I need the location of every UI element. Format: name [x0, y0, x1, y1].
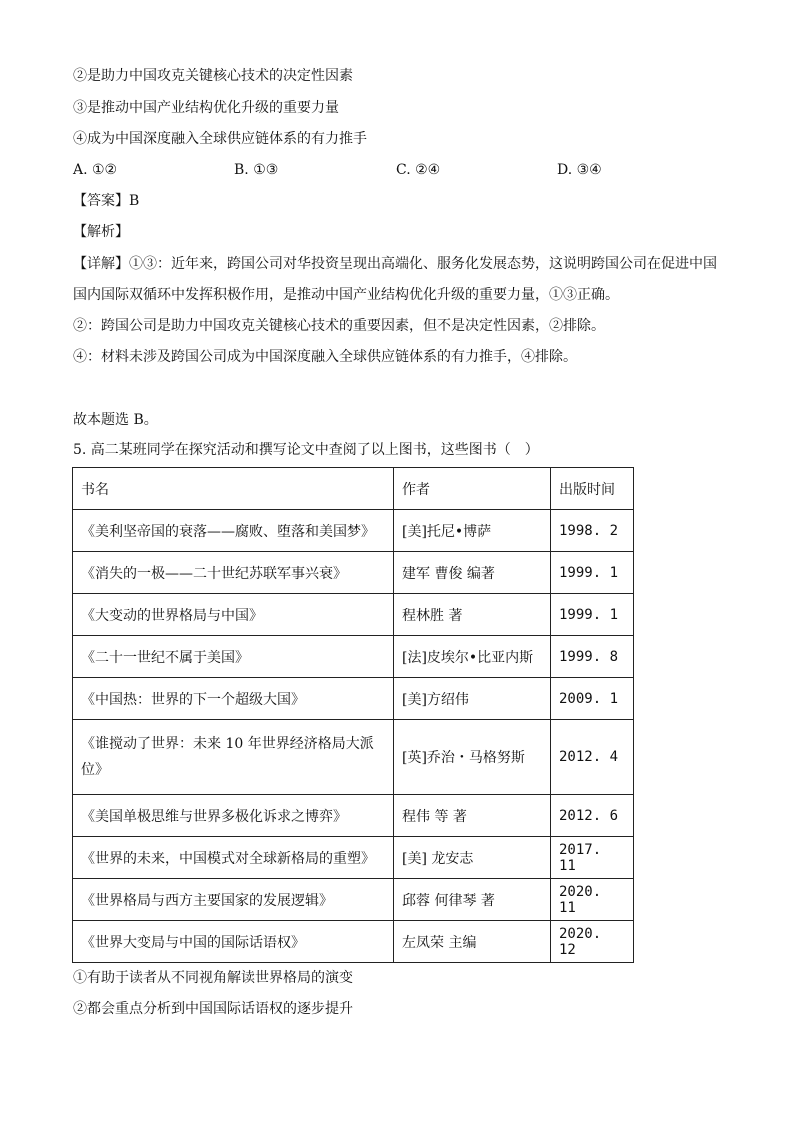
option-b: B. ①③	[234, 162, 279, 178]
choice-1: ①有助于读者从不同视角解读世界格局的演变	[73, 970, 353, 986]
book-title: 《二十一世纪不属于美国》	[73, 636, 394, 678]
book-date: 1999. 1	[551, 594, 634, 636]
question-5-stem: 5. 高二某班同学在探究活动和撰写论文中查阅了以上图书，这些图书（ ）	[73, 442, 539, 458]
book-author: 建军 曹俊 编著	[394, 552, 551, 594]
table-header-row	[73, 468, 634, 510]
table-row	[73, 510, 634, 552]
table-row	[73, 795, 634, 837]
book-title-line-2: 位》	[81, 762, 109, 778]
table-row	[73, 837, 634, 879]
book-author: [美]方绍伟	[394, 678, 551, 720]
statement-4: ④成为中国深度融入全球供应链体系的有力推手	[73, 131, 367, 147]
book-author: 程林胜 著	[394, 594, 551, 636]
book-title: 《中国热：世界的下一个超级大国》	[73, 678, 394, 720]
table-row	[73, 879, 634, 921]
header-date: 出版时间	[551, 468, 634, 510]
conclusion: 故本题选 B。	[73, 412, 158, 428]
option-d: D. ③④	[557, 162, 602, 178]
detail-paragraph-2: ②：跨国公司是助力中国攻克关键核心技术的重要因素，但不是决定性因素，②排除。	[73, 318, 605, 334]
header-title: 书名	[73, 468, 394, 510]
book-date: 1999. 8	[551, 636, 634, 678]
book-title: 《世界大变局与中国的国际话语权》	[73, 921, 394, 963]
table-row	[73, 552, 634, 594]
book-title: 《大变动的世界格局与中国》	[73, 594, 394, 636]
book-title: 《美国单极思维与世界多极化诉求之博弈》	[73, 795, 394, 837]
option-c: C. ②④	[396, 162, 441, 178]
book-date: 2012. 6	[551, 795, 634, 837]
book-author: 程伟 等 著	[394, 795, 551, 837]
detail-paragraph-1b: 国内国际双循环中发挥积极作用，是推动中国产业结构优化升级的重要力量，①③正确。	[73, 287, 619, 303]
choice-2: ②都会重点分析到中国国际话语权的逐步提升	[73, 1001, 353, 1017]
header-author: 作者	[394, 468, 551, 510]
book-date: 1999. 1	[551, 552, 634, 594]
book-title: 《消失的一极——二十世纪苏联军事兴衰》	[73, 552, 394, 594]
table-row	[73, 678, 634, 720]
book-date: 2017. 11	[551, 837, 634, 879]
book-date: 2020. 11	[551, 879, 634, 921]
table-row	[73, 720, 634, 795]
book-author: [美]托尼•博萨	[394, 510, 551, 552]
book-date: 2020. 12	[551, 921, 634, 963]
book-date: 2009. 1	[551, 678, 634, 720]
table-row	[73, 921, 634, 963]
book-title: 《世界格局与西方主要国家的发展逻辑》	[73, 879, 394, 921]
book-author: [法]皮埃尔•比亚内斯	[394, 636, 551, 678]
book-date: 1998. 2	[551, 510, 634, 552]
book-title-line-1: 《谁搅动了世界：未来 10 年世界经济格局大派	[81, 736, 374, 752]
book-author: 邱蓉 何律琴 著	[394, 879, 551, 921]
book-title	[73, 720, 394, 795]
book-title: 《世界的未来，中国模式对全球新格局的重塑》	[73, 837, 394, 879]
table-row	[73, 594, 634, 636]
book-author: 左凤荣 主编	[394, 921, 551, 963]
table-row	[73, 636, 634, 678]
analysis-label: 【解析】	[73, 224, 129, 240]
statement-2: ②是助力中国攻克关键核心技术的决定性因素	[73, 68, 353, 84]
book-author: [美] 龙安志	[394, 837, 551, 879]
book-date: 2012. 4	[551, 720, 634, 795]
option-a: A. ①②	[73, 162, 118, 178]
detail-paragraph-1a: 【详解】①③：近年来，跨国公司对华投资呈现出高端化、服务化发展态势，这说明跨国公司在促进中国	[73, 256, 717, 272]
detail-paragraph-3: ④：材料未涉及跨国公司成为中国深度融入全球供应链体系的有力推手，④排除。	[73, 349, 577, 365]
answer-line: 【答案】B	[73, 193, 140, 209]
book-table	[72, 467, 634, 963]
book-title: 《美利坚帝国的衰落——腐败、堕落和美国梦》	[73, 510, 394, 552]
book-author: [英]乔治・马格努斯	[394, 720, 551, 795]
statement-3: ③是推动中国产业结构优化升级的重要力量	[73, 100, 339, 116]
